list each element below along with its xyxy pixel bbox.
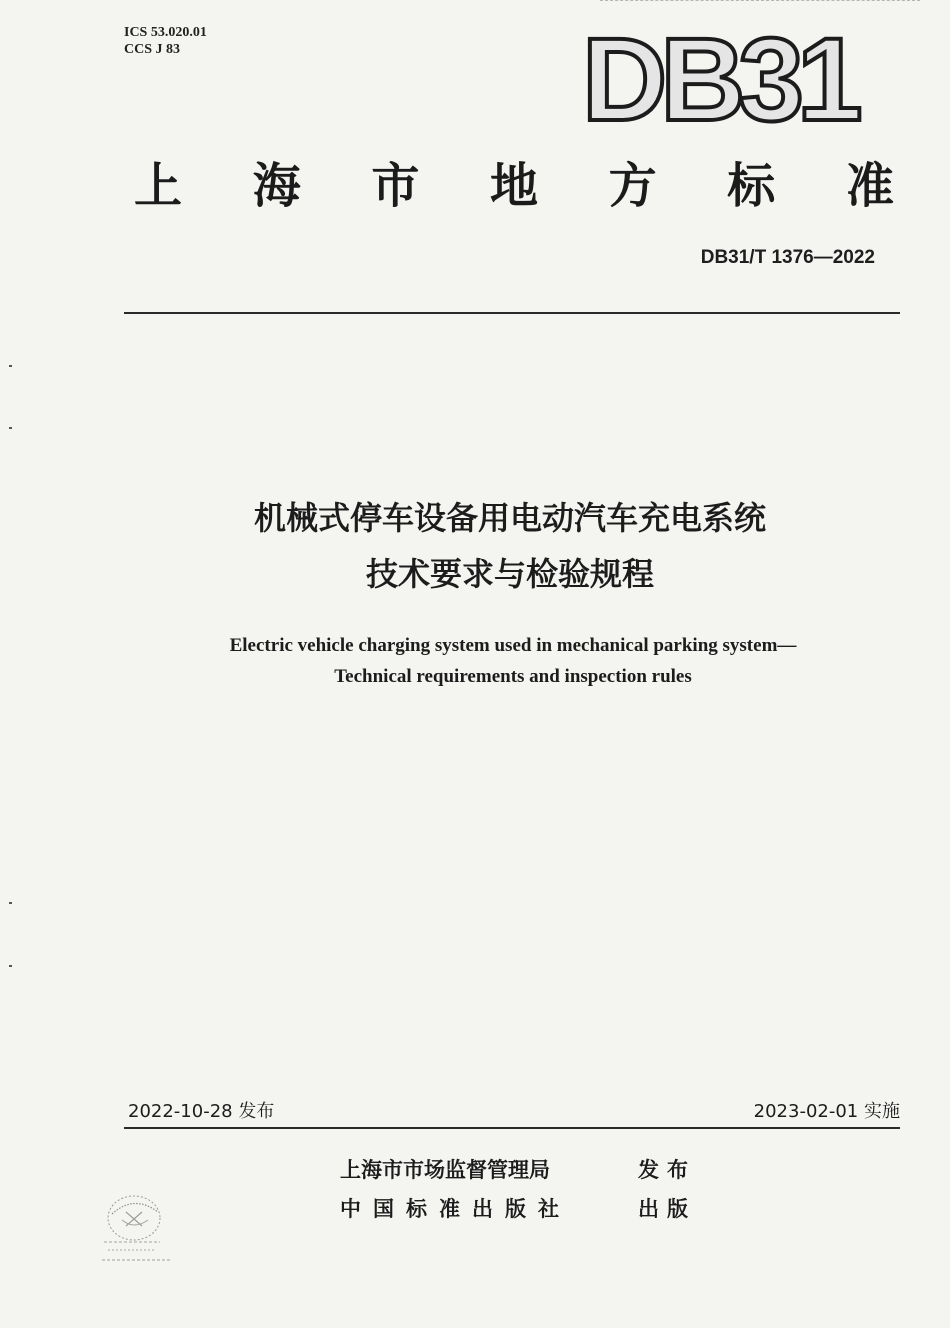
standard-number: DB31/T 1376—2022 <box>700 247 875 268</box>
margin-mark <box>9 365 12 367</box>
english-title-line-1: Electric vehicle charging system used in mechanical parking system— <box>229 635 797 656</box>
db31-logo: DB31 <box>582 14 856 146</box>
standard-category-title <box>134 158 894 214</box>
printer-role: 出版 <box>638 1197 696 1221</box>
category-char: 方 <box>608 158 657 214</box>
category-char: 地 <box>489 158 538 214</box>
category-char: 标 <box>727 158 776 214</box>
page-top-edge <box>600 0 920 4</box>
classification-codes <box>124 24 207 58</box>
category-char: 市 <box>371 158 420 214</box>
implement-date: 2023-02-01 实施 <box>753 1101 900 1122</box>
publisher-role: 发布 <box>638 1158 696 1182</box>
top-divider <box>124 312 900 314</box>
margin-mark <box>9 427 12 429</box>
category-char: 准 <box>845 158 894 214</box>
printer-name: 中国标准出版社 <box>340 1197 571 1221</box>
category-char: 海 <box>252 158 301 214</box>
bottom-divider <box>124 1127 900 1129</box>
chinese-title-line-2: 技术要求与检验规程 <box>365 555 654 593</box>
english-title-line-2: Technical requirements and inspection rules <box>334 666 692 687</box>
ccs-code: CCS J 83 <box>124 42 181 57</box>
official-seal-icon <box>98 1190 182 1270</box>
publish-date: 2022-10-28 发布 <box>128 1101 275 1122</box>
ics-code: ICS 53.020.01 <box>124 25 207 40</box>
category-char: 上 <box>134 158 183 214</box>
chinese-title-line-1: 机械式停车设备用电动汽车充电系统 <box>253 499 766 537</box>
margin-mark <box>9 902 12 904</box>
publisher-name: 上海市市场监督管理局 <box>340 1158 550 1182</box>
margin-mark <box>9 965 12 967</box>
